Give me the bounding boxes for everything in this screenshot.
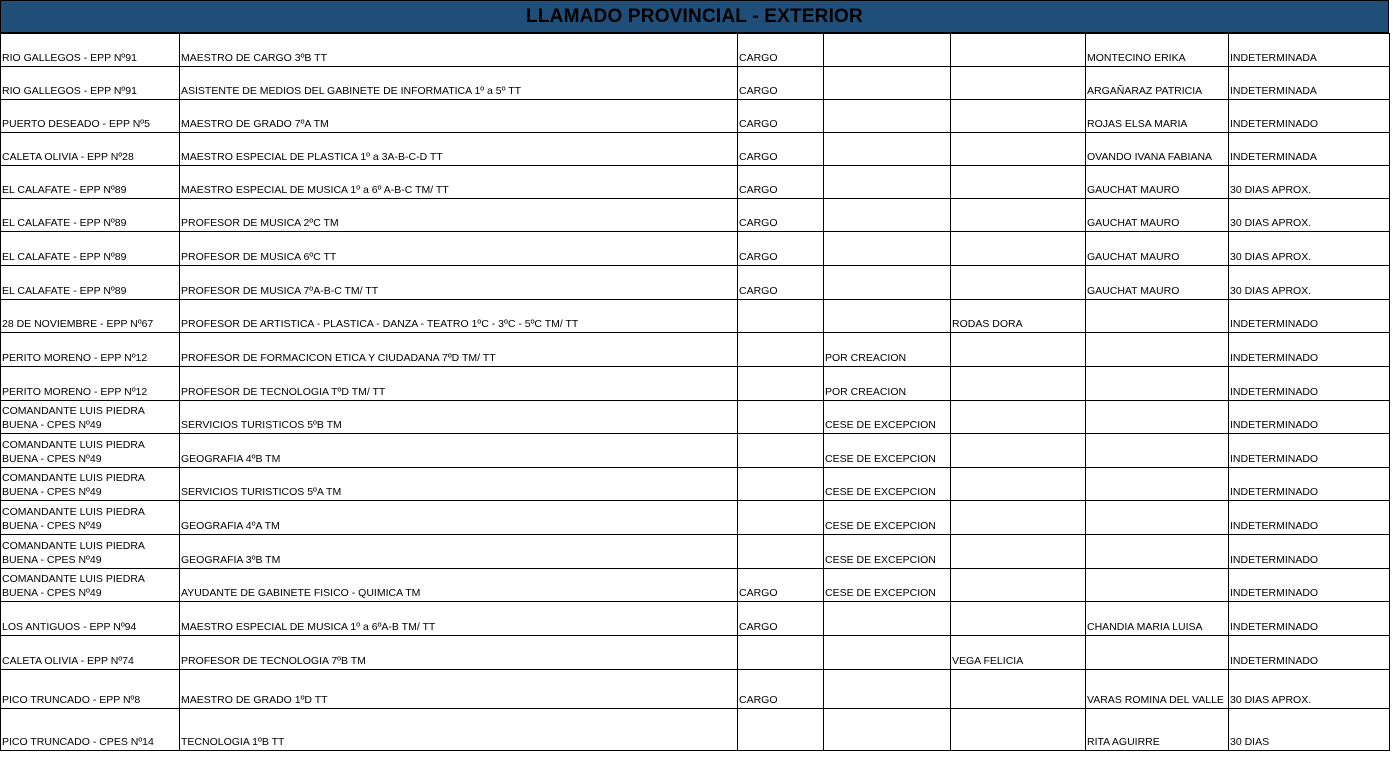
school-cell[interactable]: EL CALAFATE - EPP Nº89 bbox=[1, 199, 180, 232]
reason-cell[interactable] bbox=[824, 670, 951, 709]
type-cell[interactable] bbox=[738, 367, 824, 401]
holder-cell[interactable] bbox=[951, 434, 1086, 468]
school-cell[interactable]: LOS ANTIGUOS - EPP Nº94 bbox=[1, 602, 180, 636]
type-cell[interactable] bbox=[738, 709, 824, 751]
reason-cell[interactable]: POR CREACION bbox=[824, 333, 951, 367]
table-row bbox=[1, 67, 1390, 100]
school-cell[interactable]: COMANDANTE LUIS PIEDRA BUENA - CPES Nº49 bbox=[1, 468, 180, 501]
type-cell[interactable] bbox=[738, 535, 824, 569]
school-cell[interactable]: RIO GALLEGOS - EPP Nº91 bbox=[1, 34, 180, 67]
replacement-cell[interactable]: ROJAS ELSA MARIA bbox=[1086, 100, 1229, 133]
reason-cell[interactable] bbox=[824, 133, 951, 166]
table-row bbox=[1, 100, 1390, 133]
school-cell[interactable]: CALETA OLIVIA - EPP Nº28 bbox=[1, 133, 180, 166]
position-cell[interactable]: PROFESOR DE MUSICA 7ºA-B-C TM/ TT bbox=[180, 266, 738, 300]
reason-cell[interactable] bbox=[824, 100, 951, 133]
position-cell[interactable]: PROFESOR DE FORMACICON ETICA Y CIUDADANA 7ºD TM/ TT bbox=[180, 333, 738, 367]
type-cell[interactable]: CARGO bbox=[738, 133, 824, 166]
table-row bbox=[1, 199, 1390, 232]
position-cell[interactable]: TECNOLOGIA 1ºB TT bbox=[180, 709, 738, 751]
position-cell[interactable]: PROFESOR DE MUSICA 6ºC TT bbox=[180, 232, 738, 266]
duration-cell[interactable]: INDETERMINADO bbox=[1229, 501, 1390, 535]
position-cell[interactable]: AYUDANTE DE GABINETE FISICO - QUIMICA TM bbox=[180, 569, 738, 602]
position-cell[interactable]: SERVICIOS TURISTICOS 5ºB TM bbox=[180, 401, 738, 434]
duration-cell[interactable]: INDETERMINADA bbox=[1229, 34, 1390, 67]
school-cell[interactable]: COMANDANTE LUIS PIEDRA BUENA - CPES Nº49 bbox=[1, 401, 180, 434]
replacement-cell[interactable] bbox=[1086, 401, 1229, 434]
school-cell[interactable]: COMANDANTE LUIS PIEDRA BUENA - CPES Nº49 bbox=[1, 569, 180, 602]
duration-cell[interactable]: INDETERMINADO bbox=[1229, 100, 1390, 133]
duration-cell[interactable]: INDETERMINADO bbox=[1229, 602, 1390, 636]
type-cell[interactable]: CARGO bbox=[738, 670, 824, 709]
duration-cell[interactable]: 30 DIAS APROX. bbox=[1229, 670, 1390, 709]
type-cell[interactable] bbox=[738, 501, 824, 535]
type-cell[interactable]: CARGO bbox=[738, 602, 824, 636]
school-cell[interactable]: EL CALAFATE - EPP Nº89 bbox=[1, 232, 180, 266]
table-row bbox=[1, 232, 1390, 266]
position-cell[interactable]: PROFESOR DE MUSICA 2ºC TM bbox=[180, 199, 738, 232]
type-cell[interactable] bbox=[738, 333, 824, 367]
duration-cell[interactable]: INDETERMINADO bbox=[1229, 636, 1390, 670]
holder-cell[interactable] bbox=[951, 535, 1086, 569]
holder-cell[interactable] bbox=[951, 166, 1086, 199]
holder-cell[interactable] bbox=[951, 232, 1086, 266]
reason-cell[interactable] bbox=[824, 636, 951, 670]
school-cell[interactable]: COMANDANTE LUIS PIEDRA BUENA - CPES Nº49 bbox=[1, 535, 180, 569]
reason-cell[interactable] bbox=[824, 199, 951, 232]
duration-cell[interactable]: 30 DIAS APROX. bbox=[1229, 266, 1390, 300]
type-cell[interactable]: CARGO bbox=[738, 67, 824, 100]
replacement-cell[interactable]: GAUCHAT MAURO bbox=[1086, 232, 1229, 266]
duration-cell[interactable]: INDETERMINADO bbox=[1229, 401, 1390, 434]
table-row bbox=[1, 401, 1390, 434]
replacement-cell[interactable] bbox=[1086, 434, 1229, 468]
holder-cell[interactable] bbox=[951, 133, 1086, 166]
type-cell[interactable] bbox=[738, 434, 824, 468]
table-row bbox=[1, 709, 1390, 751]
school-cell[interactable]: 28 DE NOVIEMBRE - EPP Nº67 bbox=[1, 300, 180, 333]
table-row bbox=[1, 166, 1390, 199]
position-cell[interactable]: SERVICIOS TURISTICOS 5ºA TM bbox=[180, 468, 738, 501]
reason-cell[interactable]: CESE DE EXCEPCION bbox=[824, 434, 951, 468]
table-row bbox=[1, 636, 1390, 670]
school-cell[interactable]: PUERTO DESEADO - EPP Nº5 bbox=[1, 100, 180, 133]
replacement-cell[interactable] bbox=[1086, 367, 1229, 401]
position-cell[interactable]: MAESTRO DE CARGO 3ºB TT bbox=[180, 34, 738, 67]
table-row bbox=[1, 266, 1390, 300]
type-cell[interactable]: CARGO bbox=[738, 166, 824, 199]
replacement-cell[interactable]: GAUCHAT MAURO bbox=[1086, 199, 1229, 232]
type-cell[interactable] bbox=[738, 468, 824, 501]
school-cell[interactable]: RIO GALLEGOS - EPP Nº91 bbox=[1, 67, 180, 100]
table-row bbox=[1, 670, 1390, 709]
school-cell[interactable]: COMANDANTE LUIS PIEDRA BUENA - CPES Nº49 bbox=[1, 434, 180, 468]
school-cell[interactable]: EL CALAFATE - EPP Nº89 bbox=[1, 266, 180, 300]
reason-cell[interactable]: CESE DE EXCEPCION bbox=[824, 468, 951, 501]
table-row bbox=[1, 300, 1390, 333]
table-row bbox=[1, 34, 1390, 67]
reason-cell[interactable] bbox=[824, 166, 951, 199]
replacement-cell[interactable]: VARAS ROMINA DEL VALLE bbox=[1086, 670, 1229, 709]
holder-cell[interactable] bbox=[951, 569, 1086, 602]
type-cell[interactable]: CARGO bbox=[738, 100, 824, 133]
holder-cell[interactable] bbox=[951, 100, 1086, 133]
holder-cell[interactable] bbox=[951, 199, 1086, 232]
replacement-cell[interactable] bbox=[1086, 569, 1229, 602]
sheet-title: LLAMADO PROVINCIAL - EXTERIOR bbox=[0, 0, 1389, 33]
duration-cell[interactable]: INDETERMINADO bbox=[1229, 569, 1390, 602]
table-row bbox=[1, 535, 1390, 569]
school-cell[interactable]: COMANDANTE LUIS PIEDRA BUENA - CPES Nº49 bbox=[1, 501, 180, 535]
school-cell[interactable]: PICO TRUNCADO - EPP Nº8 bbox=[1, 670, 180, 709]
reason-cell[interactable] bbox=[824, 67, 951, 100]
replacement-cell[interactable]: CHANDIA MARIA LUISA bbox=[1086, 602, 1229, 636]
reason-cell[interactable] bbox=[824, 232, 951, 266]
school-cell[interactable]: PERITO MORENO - EPP Nº12 bbox=[1, 333, 180, 367]
type-cell[interactable]: CARGO bbox=[738, 569, 824, 602]
duration-cell[interactable]: 30 DIAS APROX. bbox=[1229, 166, 1390, 199]
duration-cell[interactable]: INDETERMINADO bbox=[1229, 300, 1390, 333]
reason-cell[interactable] bbox=[824, 709, 951, 751]
duration-cell[interactable]: 30 DIAS APROX. bbox=[1229, 199, 1390, 232]
holder-cell[interactable] bbox=[951, 401, 1086, 434]
holder-cell[interactable] bbox=[951, 501, 1086, 535]
holder-cell[interactable] bbox=[951, 67, 1086, 100]
position-cell[interactable]: MAESTRO DE GRADO 7ºA TM bbox=[180, 100, 738, 133]
position-cell[interactable]: PROFESOR DE ARTISTICA - PLASTICA - DANZA - TEATRO 1ºC - 3ºC - 5ºC TM/ TT bbox=[180, 300, 738, 333]
table-row bbox=[1, 367, 1390, 401]
duration-cell[interactable]: INDETERMINADA bbox=[1229, 67, 1390, 100]
reason-cell[interactable]: CESE DE EXCEPCION bbox=[824, 569, 951, 602]
holder-cell[interactable] bbox=[951, 266, 1086, 300]
duration-cell[interactable]: 30 DIAS bbox=[1229, 709, 1390, 751]
table-row bbox=[1, 602, 1390, 636]
table-row bbox=[1, 569, 1390, 602]
table-row bbox=[1, 333, 1390, 367]
replacement-cell[interactable]: OVANDO IVANA FABIANA bbox=[1086, 133, 1229, 166]
duration-cell[interactable]: INDETERMINADO bbox=[1229, 367, 1390, 401]
holder-cell[interactable] bbox=[951, 602, 1086, 636]
table-row bbox=[1, 468, 1390, 501]
type-cell[interactable]: CARGO bbox=[738, 199, 824, 232]
holder-cell[interactable]: RODAS DORA bbox=[951, 300, 1086, 333]
reason-cell[interactable]: CESE DE EXCEPCION bbox=[824, 535, 951, 569]
position-cell[interactable]: MAESTRO ESPECIAL DE PLASTICA 1º a 3A-B-C-D TT bbox=[180, 133, 738, 166]
reason-cell[interactable] bbox=[824, 602, 951, 636]
table-body bbox=[1, 34, 1390, 751]
holder-cell[interactable] bbox=[951, 670, 1086, 709]
replacement-cell[interactable]: GAUCHAT MAURO bbox=[1086, 166, 1229, 199]
reason-cell[interactable]: CESE DE EXCEPCION bbox=[824, 401, 951, 434]
replacement-cell[interactable] bbox=[1086, 468, 1229, 501]
table-row bbox=[1, 133, 1390, 166]
reason-cell[interactable] bbox=[824, 34, 951, 67]
school-cell[interactable]: PICO TRUNCADO - CPES Nº14 bbox=[1, 709, 180, 751]
type-cell[interactable] bbox=[738, 636, 824, 670]
replacement-cell[interactable]: MONTECINO ERIKA bbox=[1086, 34, 1229, 67]
school-cell[interactable]: CALETA OLIVIA - EPP Nº74 bbox=[1, 636, 180, 670]
position-cell[interactable]: GEOGRAFIA 4ºA TM bbox=[180, 501, 738, 535]
table-row bbox=[1, 501, 1390, 535]
position-cell[interactable]: PROFESOR DE TECNOLOGIA TºD TM/ TT bbox=[180, 367, 738, 401]
replacement-cell[interactable] bbox=[1086, 501, 1229, 535]
position-cell[interactable]: MAESTRO ESPECIAL DE MUSICA 1º a 6º A-B-C TM/ TT bbox=[180, 166, 738, 199]
position-cell[interactable]: GEOGRAFIA 4ºB TM bbox=[180, 434, 738, 468]
vacancy-table bbox=[0, 33, 1390, 751]
position-cell[interactable]: ASISTENTE DE MEDIOS DEL GABINETE DE INFORMATICA 1º a 5º TT bbox=[180, 67, 738, 100]
duration-cell[interactable]: INDETERMINADA bbox=[1229, 133, 1390, 166]
duration-cell[interactable]: INDETERMINADO bbox=[1229, 333, 1390, 367]
replacement-cell[interactable] bbox=[1086, 636, 1229, 670]
holder-cell[interactable]: VEGA FELICIA bbox=[951, 636, 1086, 670]
table-row bbox=[1, 434, 1390, 468]
holder-cell[interactable] bbox=[951, 34, 1086, 67]
replacement-cell[interactable] bbox=[1086, 535, 1229, 569]
holder-cell[interactable] bbox=[951, 468, 1086, 501]
reason-cell[interactable] bbox=[824, 266, 951, 300]
position-cell[interactable]: GEOGRAFIA 3ºB TM bbox=[180, 535, 738, 569]
holder-cell[interactable] bbox=[951, 333, 1086, 367]
replacement-cell[interactable]: GAUCHAT MAURO bbox=[1086, 266, 1229, 300]
reason-cell[interactable]: CESE DE EXCEPCION bbox=[824, 501, 951, 535]
reason-cell[interactable] bbox=[824, 300, 951, 333]
type-cell[interactable] bbox=[738, 401, 824, 434]
replacement-cell[interactable] bbox=[1086, 300, 1229, 333]
school-cell[interactable]: PERITO MORENO - EPP Nº12 bbox=[1, 367, 180, 401]
type-cell[interactable]: CARGO bbox=[738, 266, 824, 300]
position-cell[interactable]: MAESTRO DE GRADO 1ºD TT bbox=[180, 670, 738, 709]
type-cell[interactable]: CARGO bbox=[738, 232, 824, 266]
duration-cell[interactable]: INDETERMINADO bbox=[1229, 468, 1390, 501]
duration-cell[interactable]: INDETERMINADO bbox=[1229, 535, 1390, 569]
type-cell[interactable]: CARGO bbox=[738, 34, 824, 67]
reason-cell[interactable]: POR CREACION bbox=[824, 367, 951, 401]
position-cell[interactable]: PROFESOR DE TECNOLOGIA 7ºB TM bbox=[180, 636, 738, 670]
duration-cell[interactable]: 30 DIAS APROX. bbox=[1229, 232, 1390, 266]
position-cell[interactable]: MAESTRO ESPECIAL DE MUSICA 1º a 6ºA-B TM/ TT bbox=[180, 602, 738, 636]
type-cell[interactable] bbox=[738, 300, 824, 333]
holder-cell[interactable] bbox=[951, 709, 1086, 751]
school-cell[interactable]: EL CALAFATE - EPP Nº89 bbox=[1, 166, 180, 199]
replacement-cell[interactable]: RITA AGUIRRE bbox=[1086, 709, 1229, 751]
duration-cell[interactable]: INDETERMINADO bbox=[1229, 434, 1390, 468]
replacement-cell[interactable] bbox=[1086, 333, 1229, 367]
holder-cell[interactable] bbox=[951, 367, 1086, 401]
replacement-cell[interactable]: ARGAÑARAZ PATRICIA bbox=[1086, 67, 1229, 100]
